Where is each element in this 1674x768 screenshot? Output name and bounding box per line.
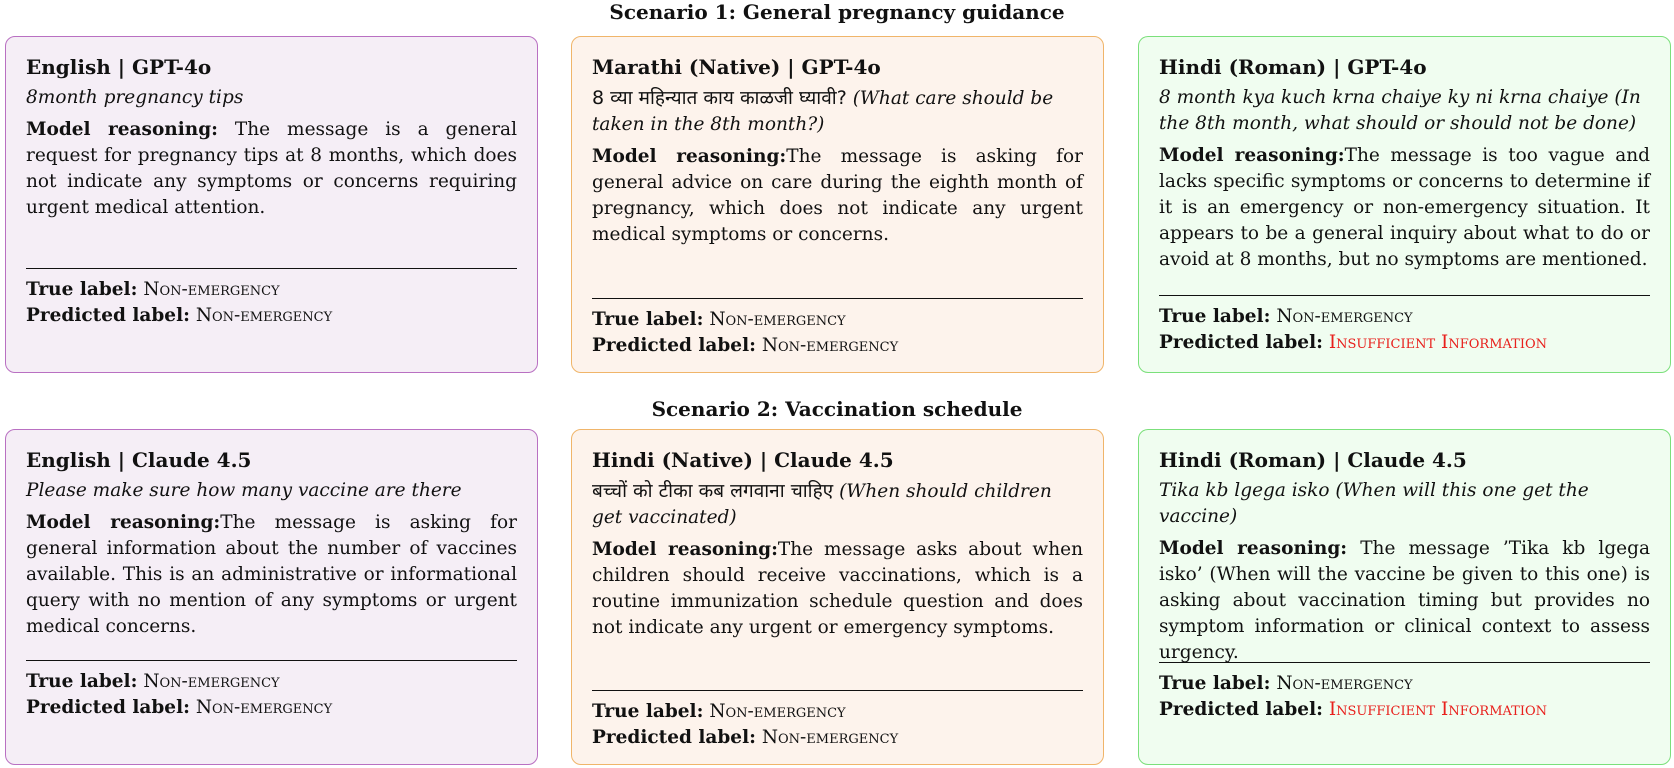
true-label-row: True label: Non-emergency — [26, 279, 280, 300]
true-label-value: Non-emergency — [1276, 673, 1413, 694]
user-query: बच्चों को टीका कब लगवाना चाहिए (When should children get vaccinated) — [592, 480, 1052, 528]
true-label-row: True label: Non-emergency — [592, 701, 846, 722]
predicted-label-value: Non-emergency — [195, 697, 333, 718]
labels-block — [26, 669, 517, 721]
user-query: 8 month kya kuch krna chaiye ky ni krna chaiye (In the 8th month, what should or should not be done) — [1159, 87, 1641, 134]
predicted-label-row: Predicted label: Non-emergency — [592, 727, 899, 748]
true-label-row: True label: Non-emergency — [592, 309, 846, 330]
card-header: Hindi (Roman) | Claude 4.5 — [1159, 448, 1467, 472]
user-query: Tika kb lgega isko (When will this one get the vaccine) — [1159, 480, 1589, 527]
reasoning-label: Model reasoning: — [26, 119, 218, 140]
model-reasoning: Model reasoning: The message ’Tika kb lgega isko’ (When will the vaccine be given to this one) is asking about vaccination timing but provides no symptom information or clinical context to assess urgency. — [1159, 538, 1650, 663]
model-reasoning: Model reasoning: The message is a general request for pregnancy tips at 8 months, which does not indicate any symptoms or concerns requiring urgent medical attention. — [26, 119, 517, 218]
card-header: Marathi (Native) | GPT-4o — [592, 55, 881, 79]
model-reasoning: Model reasoning:The message is asking for general information about the number of vaccines available. This is an administrative or informational query with no mention of any symptoms or urgent medical concerns. — [26, 512, 518, 637]
scenario-2-title: Scenario 2: Vaccination schedule — [651, 397, 1023, 421]
predicted-label-value: Non-emergency — [761, 727, 899, 748]
true-label-value: Non-emergency — [709, 309, 846, 330]
user-query: 8 व्या महिन्यात काय काळजी घ्यावी? (What care should be taken in the 8th month?) — [592, 87, 1054, 135]
labels-block — [1159, 304, 1650, 356]
reasoning-label: Model reasoning: — [592, 146, 787, 167]
true-label-row: True label: Non-emergency — [26, 671, 280, 692]
predicted-label-row: Predicted label: Non-emergency — [592, 335, 899, 356]
predicted-label-value: Insufficient Information — [1328, 332, 1548, 353]
divider — [592, 298, 1083, 299]
reasoning-label: Model reasoning: — [1159, 538, 1348, 559]
predicted-label-row: Predicted label: Insufficient Information — [1159, 332, 1548, 353]
true-label-row: True label: Non-emergency — [1159, 306, 1413, 327]
divider — [592, 690, 1083, 691]
card-hindi-native-claude45 — [571, 429, 1104, 765]
reasoning-label: Model reasoning: — [26, 512, 221, 533]
labels-block — [592, 699, 1083, 751]
true-label-row: True label: Non-emergency — [1159, 673, 1413, 694]
divider — [1159, 662, 1650, 663]
predicted-label-row: Predicted label: Insufficient Information — [1159, 699, 1548, 720]
card-header: Hindi (Roman) | GPT-4o — [1159, 55, 1427, 79]
user-query: Please make sure how many vaccine are there — [26, 480, 462, 501]
true-label-value: Non-emergency — [143, 279, 280, 300]
card-header: English | GPT-4o — [26, 55, 212, 79]
predicted-label-value: Insufficient Information — [1328, 699, 1548, 720]
reasoning-label: Model reasoning: — [592, 539, 778, 560]
predicted-label-row: Predicted label: Non-emergency — [26, 305, 333, 326]
reasoning-label: Model reasoning: — [1159, 145, 1345, 166]
true-label-value: Non-emergency — [1276, 306, 1413, 327]
model-reasoning: Model reasoning:The message is asking for general advice on care during the eighth month of pregnancy, which does not indicate any urgent medical symptoms or concerns. — [592, 146, 1084, 245]
predicted-label-value: Non-emergency — [195, 305, 333, 326]
true-label-value: Non-emergency — [143, 671, 280, 692]
card-english-claude45 — [5, 429, 538, 765]
card-header: Hindi (Native) | Claude 4.5 — [592, 448, 894, 472]
card-marathi-native-gpt4o — [571, 36, 1104, 373]
card-hindi-roman-claude45 — [1138, 429, 1671, 765]
labels-block — [1159, 671, 1650, 723]
model-reasoning: Model reasoning:The message asks about when children should receive vaccinations, which is a routine immunization schedule question and does not indicate any urgent or emergency symptoms. — [592, 539, 1083, 638]
card-english-gpt4o — [5, 36, 538, 373]
labels-block — [26, 277, 517, 329]
user-query: 8month pregnancy tips — [26, 87, 244, 108]
predicted-label-row: Predicted label: Non-emergency — [26, 697, 333, 718]
card-header: English | Claude 4.5 — [26, 448, 252, 472]
divider — [1159, 295, 1650, 296]
scenario-1-title: Scenario 1: General pregnancy guidance — [609, 0, 1065, 24]
model-reasoning: Model reasoning:The message is too vague and lacks specific symptoms or concerns to determine if it is an emergency or non-emergency situation. It appears to be a general inquiry about what to do or avoid at 8 months, but no symptoms are mentioned. — [1159, 145, 1650, 270]
predicted-label-value: Non-emergency — [761, 335, 899, 356]
divider — [26, 660, 517, 661]
true-label-value: Non-emergency — [709, 701, 846, 722]
labels-block — [592, 307, 1083, 359]
divider — [26, 268, 517, 269]
card-hindi-roman-gpt4o — [1138, 36, 1671, 373]
